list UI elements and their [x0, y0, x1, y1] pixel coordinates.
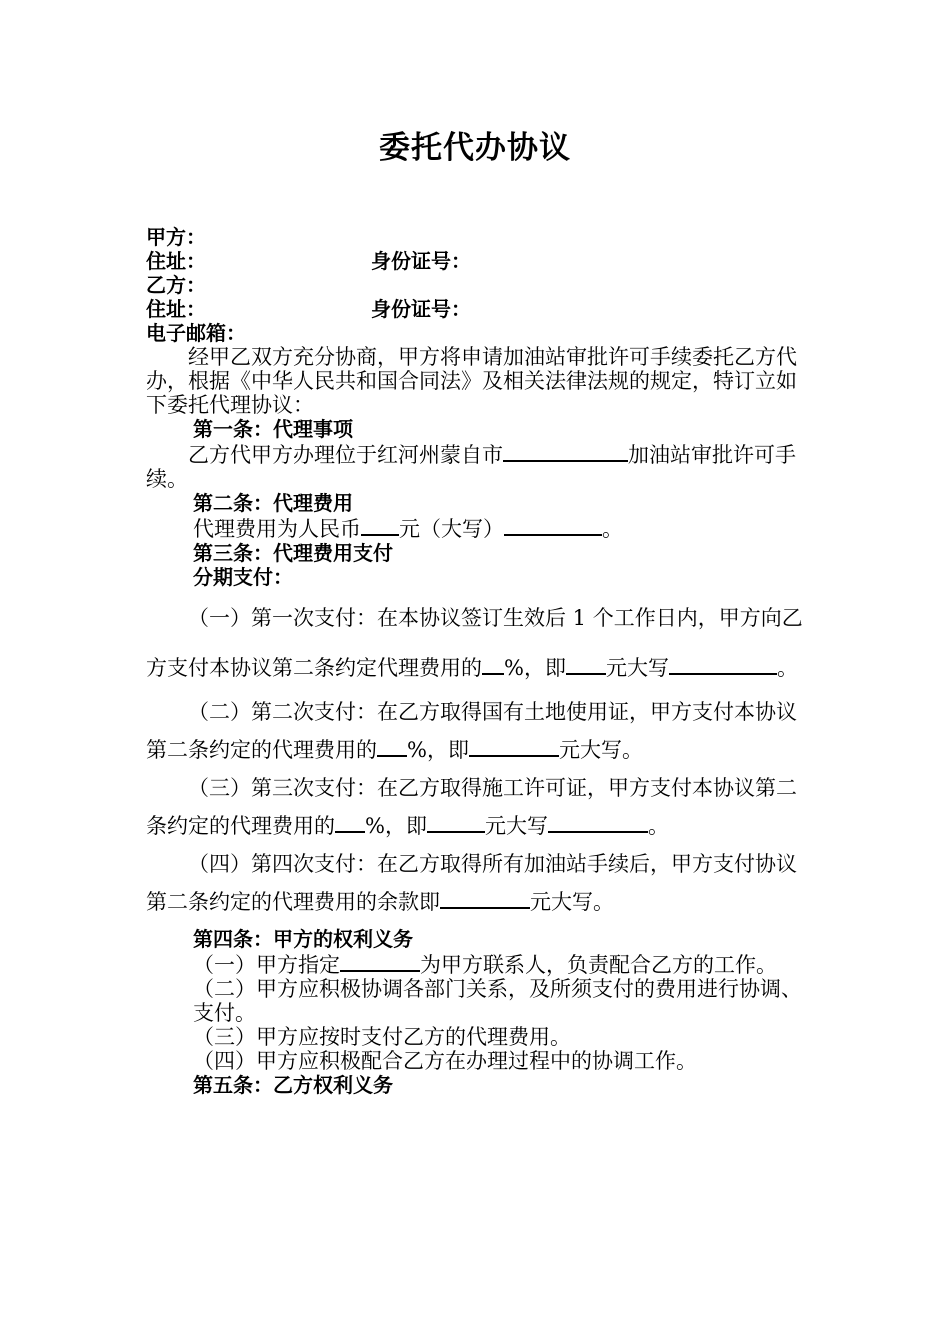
payment-1-text-a: （一）第一次支付：在本协议签订生效后 1 个工作日内，甲方向乙方支付本协议第二条约定代理费用的 — [146, 606, 803, 680]
intro-paragraph: 经甲乙双方充分协商，甲方将申请加油站审批许可手续委托乙方代办，根据《中华人民共和国合同法》及相关法律法规的规定，特订立如下委托代理协议： — [146, 345, 797, 417]
payment-4-text-b: 元大写 — [530, 890, 593, 914]
article4-heading: 第四条：甲方的权利义务 — [193, 927, 413, 951]
payment-3 — [146, 769, 806, 845]
article4-item3: （三）甲方应按时支付乙方的代理费用。 — [193, 1025, 571, 1049]
article1-text-b: 加油站审批许可手续。 — [146, 443, 796, 491]
payment-3-text-d: 。 — [647, 814, 669, 838]
payment-1-words-blank — [669, 654, 777, 675]
article2-text-c: 。 — [602, 517, 623, 541]
article3-heading: 第三条：代理费用支付 — [193, 541, 393, 565]
article4-item1-text-a: （一）甲方指定 — [193, 953, 340, 977]
article1-text-a: 乙方代甲方办理位于红河州蒙自市 — [188, 443, 503, 467]
party-b-address-row — [146, 297, 806, 321]
article2-text-a: 代理费用为人民币 — [193, 517, 361, 541]
payment-3-text-b: %，即 — [365, 814, 427, 838]
document-body — [146, 225, 806, 1097]
article2-text — [146, 515, 806, 541]
party-b-label: 乙方： — [146, 273, 206, 297]
article3-subheading: 分期支付： — [193, 565, 293, 589]
article4-item2: （二）甲方应积极协调各部门关系，及所须支付的费用进行协调、支付。 — [193, 977, 802, 1025]
article4-item1-text-b: 为甲方联系人，负责配合乙方的工作。 — [420, 953, 777, 977]
payment-3-percent-blank — [335, 812, 365, 833]
fee-words-blank — [504, 515, 602, 536]
payment-1-text-c: 元大写 — [605, 656, 669, 680]
fee-amount-blank — [361, 515, 399, 536]
email-label: 电子邮箱： — [146, 321, 246, 345]
payment-2-text-a: （二）第二次支付：在乙方取得国有土地使用证，甲方支付本协议第二条约定的代理费用的 — [146, 700, 797, 762]
payment-2-text-c: 元大写 — [558, 738, 622, 762]
payment-2-text-b: %，即 — [407, 738, 469, 762]
payment-3-amount-blank — [427, 812, 485, 833]
article4-item4: （四）甲方应积极配合乙方在办理过程中的协调工作。 — [193, 1049, 697, 1073]
payment-4 — [146, 845, 806, 921]
article4-item1 — [146, 951, 806, 977]
payment-4-text-c: 。 — [593, 890, 614, 914]
article2-heading: 第二条：代理费用 — [193, 491, 353, 515]
article1-heading: 第一条：代理事项 — [193, 417, 353, 441]
payment-1-percent-blank — [482, 654, 504, 675]
payment-3-text-c: 元大写 — [484, 814, 548, 838]
party-b-id-label: 身份证号： — [371, 297, 471, 321]
location-blank — [503, 441, 628, 462]
payment-2-amount-blank — [469, 736, 559, 757]
party-a-id-label: 身份证号： — [371, 249, 471, 273]
party-b-address-label: 住址： — [146, 297, 206, 321]
payment-1-text-d: 。 — [776, 656, 798, 680]
payment-3-text-a: （三）第三次支付：在乙方取得施工许可证，甲方支付本协议第二条约定的代理费用的 — [146, 776, 797, 838]
party-a-address-row — [146, 249, 806, 273]
payment-1-text-b: %，即 — [504, 656, 566, 680]
document-title: 委托代办协议 — [379, 130, 571, 166]
article2-text-b: 元（大写） — [399, 517, 504, 541]
article5-heading: 第五条：乙方权利义务 — [193, 1073, 393, 1097]
article1-text — [146, 441, 806, 491]
payment-3-words-blank — [548, 812, 648, 833]
payment-2-percent-blank — [377, 736, 407, 757]
payment-4-text-a: （四）第四次支付：在乙方取得所有加油站手续后，甲方支付协议第二条约定的代理费用的余款即 — [146, 852, 797, 914]
payment-2-text-d: 。 — [621, 738, 643, 762]
payment-2 — [146, 693, 806, 769]
contact-person-blank — [340, 951, 420, 972]
payment-4-amount-blank — [440, 888, 530, 909]
payment-1 — [146, 593, 806, 693]
party-a-address-label: 住址： — [146, 249, 206, 273]
payment-1-amount-blank — [566, 654, 606, 675]
party-a-label: 甲方： — [146, 225, 206, 249]
